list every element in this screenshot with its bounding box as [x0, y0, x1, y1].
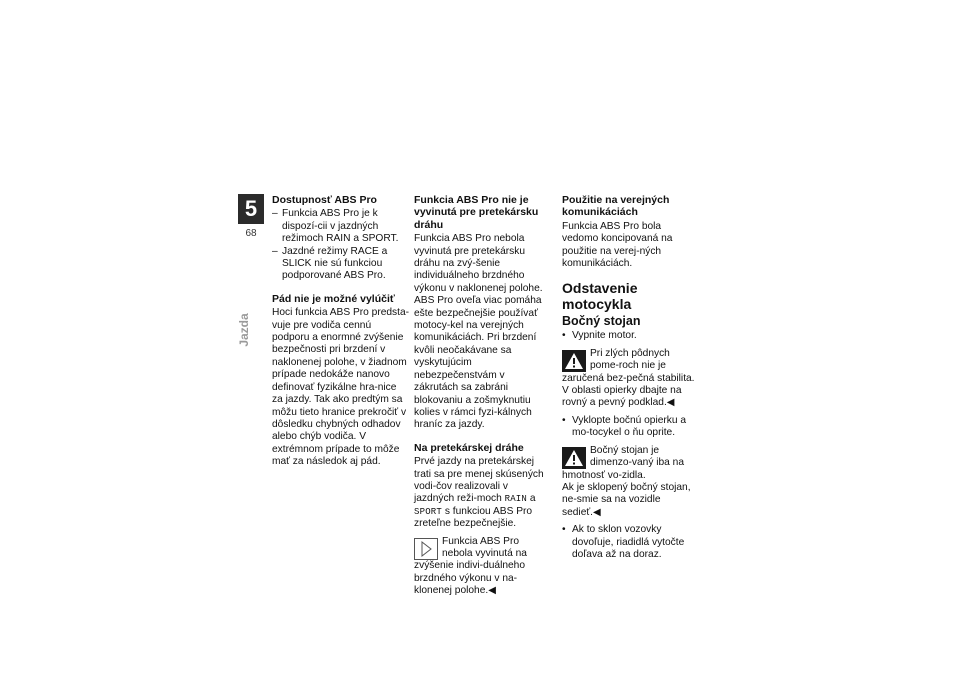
chapter-side-label [234, 300, 254, 360]
bullet-item: • Vypnite motor. [562, 330, 700, 342]
mode-sport: SPORT [414, 506, 443, 517]
warning-text: Pri zlých pôdnych pome-roch nie je zaručená bez-pečná stabilita. [562, 347, 695, 384]
page-number: 68 [245, 228, 257, 239]
subsection-title: Bočný stojan [562, 314, 641, 329]
warning-icon [562, 350, 586, 372]
column-2 [414, 194, 551, 598]
chapter-tab: 5 [238, 194, 264, 224]
dash-item: – Jazdné režimy RACE a SLICK nie sú funkciou podporované ABS Pro. [272, 246, 410, 283]
paragraph: Funkcia ABS Pro nebola vyvinutá pre pretekársku dráhu na zvý-šenie individuálneho brzdného výkonu v naklonenej polohe. ABS Pro oveľa viac pomáha ešte bezpečnejšie používať motocy-kel na verejných komunikáciách. Pri brzdení kvôli neočakávane sa vyskytujúcim nebezpečenstvám v zákrutách sa zabráni blokovaniu a zošmyknutiu kolies v rámci fyzi-kálnych hraníc za jazdy. [414, 233, 543, 431]
warning-icon [562, 447, 586, 469]
dash-item: – Funkcia ABS Pro je k dispozí-cii v jazdných režimoch RAIN a SPORT. [272, 208, 410, 245]
note-icon [414, 538, 438, 560]
heading-fall-not-excluded: Pád nie je možné vylúčiť [272, 292, 395, 305]
chapter-side-label-text: Jazda [237, 313, 251, 347]
paragraph: V oblasti opierky dbajte na rovný a pevný podklad.◀ [562, 385, 682, 409]
note-text: Funkcia ABS Pro nebola vyvinutá na zvýšenie indivi-duálneho brzdného výkonu v na-klonenej polohe.◀ [414, 535, 527, 597]
heading-not-for-racetrack: Funkcia ABS Pro nie je vyvinutá pre pretekársku dráhu [414, 194, 539, 231]
warning-block [562, 445, 700, 482]
column-3 [562, 194, 700, 561]
heading-on-racetrack: Na pretekárskej dráhe [414, 441, 524, 454]
paragraph: Hoci funkcia ABS Pro predsta-vuje pre vodiča cennú podporu a enormné zvýšenie bezpečnosti pri brzdení v naklonenej polohe, v žiadnom prípade nedokáže nanovo definovať fyzikálne hra-nice za jazdy. Tak ako predtým sa môžu tieto hranice prekročiť v dôsledku chybných odhadov alebo chýb vodiča. V extrémnom prípade to môže mať za následok aj pád. [272, 307, 410, 468]
paragraph-text: Prvé jazdy na pretekárskej trati sa pre menej skúsených vodi-čov realizovali v jazdných reži-moch [414, 456, 544, 505]
section-title: Odstavenie motocykla [562, 280, 638, 313]
warning-block [562, 348, 700, 385]
warning-text: Bočný stojan je dimenzo-vaný iba na hmotnosť vo-zidla. [562, 444, 685, 481]
paragraph [414, 456, 551, 530]
note-block [414, 536, 551, 598]
paragraph-text: s funkciou ABS Pro zreteľne bezpečnejšie. [414, 505, 533, 530]
bullet-item: • Ak to sklon vozovky dovoľuje, riadidlá vytočte doľava až na doraz. [562, 524, 700, 561]
bullet-item: • Vyklopte bočnú opierku a mo-tocykel o ňu oprite. [562, 415, 700, 440]
paragraph: Funkcia ABS Pro bola vedomo koncipovaná na použitie na verej-ných komunikáciách. [562, 220, 673, 270]
heading-public-roads: Použitie na verejných komunikáciách [562, 194, 670, 219]
column-1 [272, 194, 410, 469]
heading-abs-availability: Dostupnosť ABS Pro [272, 194, 377, 206]
paragraph-text: a [529, 493, 536, 505]
mode-rain: RAIN [504, 494, 528, 505]
paragraph: Ak je sklopený bočný stojan, ne-smie sa na vozidle sedieť.◀ [562, 481, 691, 518]
